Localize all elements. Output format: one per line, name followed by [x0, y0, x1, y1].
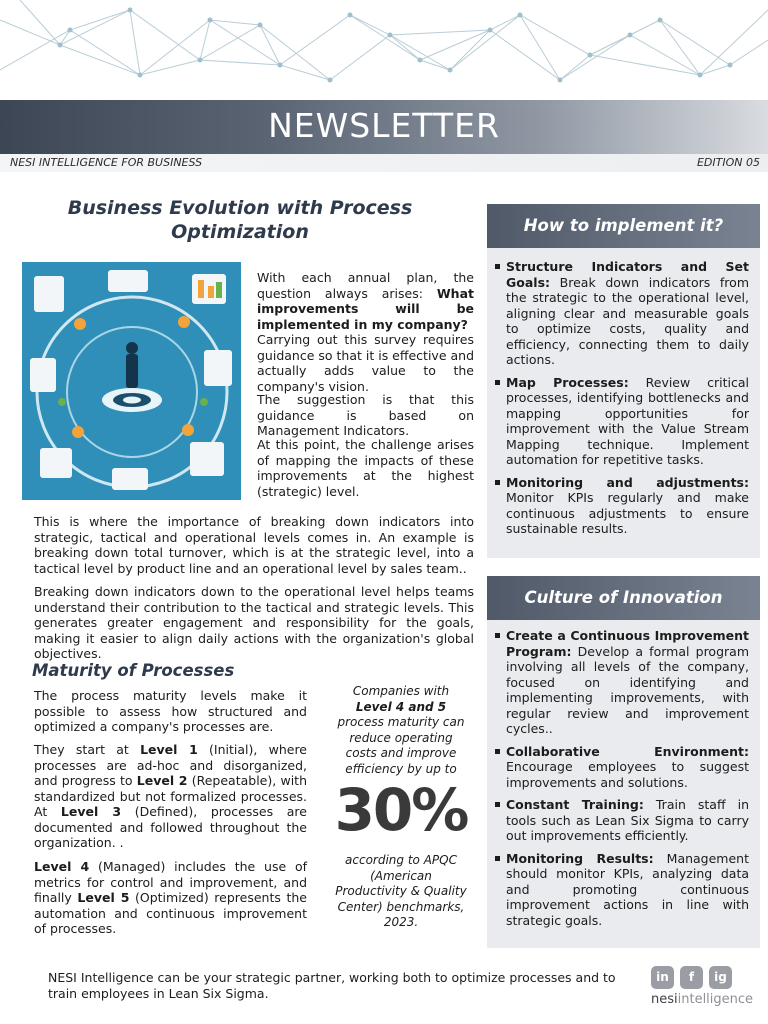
culture-title: Culture of Innovation — [487, 576, 760, 620]
callout-quote — [334, 684, 468, 777]
callout-stat: 30% — [334, 776, 468, 844]
article-title: Business Evolution with Process Optimization — [67, 197, 413, 243]
level-4: Level 4 — [34, 859, 90, 874]
facebook-icon[interactable]: f — [680, 966, 703, 989]
level-5: Level 5 — [77, 890, 130, 905]
brand-logo — [651, 992, 753, 1007]
text: Companies with — [352, 684, 450, 698]
item-text: Monitor KPIs regularly and make continuous adjustments to ensure sustainable results. — [506, 490, 749, 536]
brand-suffix: intelligence — [677, 992, 754, 1007]
list-item — [495, 259, 749, 368]
subtitle-bar — [0, 154, 768, 172]
item-text: Develop a formal program involving all levels of the company, focused on identifying and implementing improvements, with regular review and improvement cycles.. — [506, 643, 749, 736]
implement-list — [495, 259, 749, 544]
text: (Initial), where processes are ad-hoc and disorganized, and progress to — [34, 742, 307, 788]
newsletter-title: NEWSLETTER — [268, 106, 500, 145]
item-label: Structure Indicators and Set Goals: — [506, 259, 749, 290]
list-item — [495, 797, 749, 844]
intro-challenge: At this point, the challenge arises of mapping the impacts of these improvements at the highest (strategic) level. — [257, 437, 474, 499]
implement-box — [487, 204, 760, 558]
item-label: Collaborative Environment: — [506, 743, 749, 759]
level-1: Level 1 — [140, 742, 198, 757]
culture-box — [487, 576, 760, 948]
level-3: Level 3 — [60, 804, 122, 819]
text: (Managed) includes the use of metrics for control and improvement, and finally — [34, 859, 307, 905]
item-label: Create a Continuous Improvement Program: — [506, 628, 749, 659]
level-2: Level 2 — [136, 773, 188, 788]
callout-source: according to APQC (American Productivity & Quality Center) benchmarks, 2023. — [335, 853, 467, 929]
list-item — [495, 375, 749, 468]
text: (Defined), processes are documented and followed throughout the organization. . — [34, 804, 307, 850]
culture-list — [495, 628, 749, 935]
text: They start at — [34, 742, 141, 757]
item-text: Review critical processes, identifying bottlenecks and mapping opportunities for improvement with the Value Stream Mapping technique. Implement automation for repetitive tasks. — [506, 374, 749, 467]
item-label: Constant Training: — [506, 797, 644, 812]
edition-label: EDITION 05 — [696, 156, 760, 169]
item-text: Break down indicators from the strategic to the operational level, aligning clear and measurable goals to optimize costs, quality and efficiency, connecting them to daily actions. — [506, 274, 749, 367]
item-text: Management should monitor KPIs, analyzing data and promoting continuous improvement actions in line with strategic goals. — [506, 850, 749, 928]
list-item — [495, 851, 749, 929]
publisher-label: NESI INTELLIGENCE FOR BUSINESS — [10, 156, 203, 169]
intro-question: What improvements will be implemented in my company? — [257, 285, 474, 332]
item-label: Monitoring Results: — [506, 850, 654, 866]
callout-levels: Level 4 and 5 — [355, 699, 447, 714]
text: process maturity can reduce operating costs and improve efficiency by up to — [337, 715, 465, 776]
maturity-levels-1-3 — [34, 742, 307, 851]
footer-text: NESI Intelligence can be your strategic partner, working both to optimize processes and to train employees in Lean Six Sigma. — [48, 970, 616, 1001]
social-links — [651, 966, 732, 989]
item-label: Monitoring and adjustments: — [506, 474, 749, 490]
text: (Repeatable), with standardized but not formalized processes. At — [34, 773, 307, 819]
implement-title: How to implement it? — [487, 204, 760, 248]
item-text: Train staff in tools such as Lean Six Sigma to carry out improvements efficiently. — [506, 797, 749, 843]
list-item — [495, 475, 749, 537]
brand-name: nesi — [651, 992, 678, 1007]
item-label: Map Processes: — [506, 374, 629, 390]
item-text: Encourage employees to suggest improvements and solutions. — [506, 759, 749, 790]
process-illustration — [22, 262, 241, 500]
list-item — [495, 628, 749, 737]
network-background — [0, 0, 768, 105]
linkedin-icon[interactable]: in — [651, 966, 674, 989]
intro-text: With each annual plan, the question always arises: — [257, 270, 474, 301]
text: (Optimized) represents the automation and continuous improvement of processes. — [34, 890, 307, 936]
intro-indicators: The suggestion is that this guidance is based on Management Indicators. — [257, 392, 474, 438]
body-paragraph-1: This is where the importance of breaking down indicators into strategic, tactical and operational levels comes in. An example is breaking down total turnover, which is at the strategic level, into a tactical level by product line and an operational level by sales team.. — [34, 514, 474, 576]
maturity-intro: The process maturity levels make it possible to assess how structured and optimized a company's processes are. — [34, 688, 307, 734]
maturity-levels-4-5 — [34, 859, 307, 937]
instagram-icon[interactable]: ig — [709, 966, 732, 989]
intro-guidance: Carrying out this survey requires guidance so that it is effective and actually adds value to the company's vision. — [257, 332, 474, 394]
list-item — [495, 744, 749, 791]
maturity-title: Maturity of Processes — [32, 661, 235, 680]
intro-paragraph — [257, 270, 474, 332]
body-paragraph-2: Breaking down indicators down to the operational level helps teams understand their contribution to the tactical and strategic levels. This generates greater engagement and responsibility for the goals, making it easier to align daily actions with the organization's global objectives. — [34, 584, 474, 661]
